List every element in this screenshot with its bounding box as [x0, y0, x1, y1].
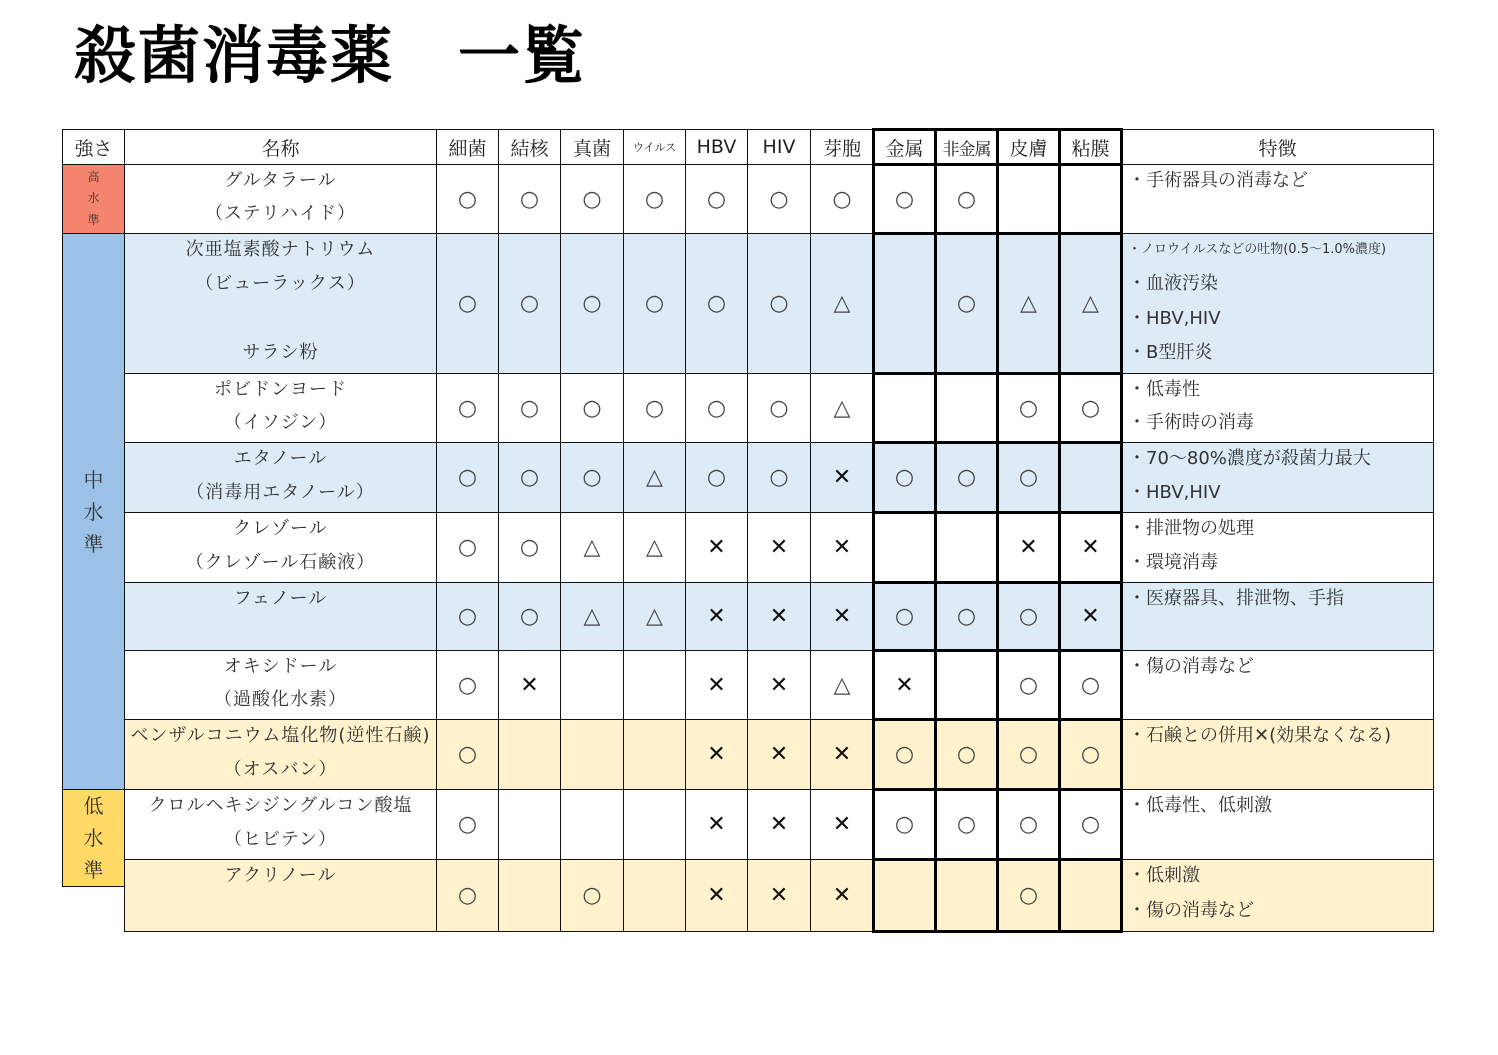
feature-cell: [1121, 650, 1434, 720]
efficacy-mark: ✕: [1059, 582, 1122, 651]
feature-line: ・環境消毒: [1128, 551, 1218, 573]
level-cell: [62, 789, 125, 887]
efficacy-mark: ○: [560, 373, 624, 443]
feature-cell: [1121, 859, 1434, 932]
efficacy-mark: [935, 512, 998, 583]
efficacy-mark: ✕: [810, 789, 874, 860]
efficacy-mark: ✕: [810, 859, 874, 932]
efficacy-mark: ✕: [685, 719, 748, 790]
efficacy-mark: ○: [436, 233, 499, 374]
material-row-divider: [872, 163, 1123, 166]
drug-name-line: オキシドール: [223, 656, 338, 677]
column-header: 芽胞: [810, 129, 874, 165]
efficacy-mark: ○: [685, 373, 748, 443]
feature-line: ・低刺激: [1128, 865, 1200, 886]
efficacy-mark: ○: [935, 442, 998, 513]
efficacy-mark: ○: [436, 582, 499, 651]
efficacy-mark: ○: [560, 442, 624, 513]
efficacy-mark: [873, 859, 936, 932]
efficacy-mark: ○: [997, 442, 1060, 513]
efficacy-mark: ✕: [747, 650, 811, 720]
efficacy-mark: △: [810, 650, 874, 720]
drug-name-line: サラシ粉: [242, 341, 319, 363]
material-row-divider: [872, 858, 1123, 861]
efficacy-mark: ○: [498, 164, 561, 234]
efficacy-mark: ○: [1059, 789, 1122, 860]
drug-name-line: クロルヘキシジングルコン酸塩: [148, 795, 413, 816]
material-row-divider: [872, 649, 1123, 652]
feature-cell: [1121, 442, 1434, 513]
material-row-divider: [872, 232, 1123, 235]
efficacy-mark: ✕: [873, 650, 936, 720]
drug-name-line: （クレゾール石鹸液）: [185, 551, 376, 573]
efficacy-mark: △: [560, 512, 624, 583]
efficacy-mark: ✕: [810, 582, 874, 651]
column-header: 結核: [498, 129, 561, 165]
efficacy-mark: ○: [1059, 719, 1122, 790]
efficacy-mark: [997, 164, 1060, 234]
efficacy-mark: ○: [623, 164, 686, 234]
feature-line: ・手術時の消毒: [1128, 412, 1254, 433]
drug-name-cell: [124, 233, 437, 374]
efficacy-mark: ○: [873, 719, 936, 790]
drug-name-line: （オスバン）: [223, 758, 338, 780]
efficacy-mark: ○: [747, 233, 811, 374]
efficacy-mark: ○: [935, 789, 998, 860]
feature-cell: [1121, 373, 1434, 443]
drug-name-line: フェノール: [233, 588, 328, 609]
efficacy-mark: ✕: [747, 719, 811, 790]
column-header: 名称: [124, 129, 437, 165]
efficacy-mark: [623, 859, 686, 932]
feature-cell: [1121, 789, 1434, 860]
efficacy-mark: [935, 373, 998, 443]
efficacy-mark: △: [560, 582, 624, 651]
feature-line: ・手術器具の消毒など: [1128, 170, 1308, 191]
feature-line: ・傷の消毒など: [1128, 656, 1254, 677]
efficacy-mark: ○: [436, 512, 499, 583]
drug-name-line: グルタラール: [224, 170, 337, 191]
drug-name-cell: [124, 512, 437, 583]
efficacy-mark: ✕: [685, 650, 748, 720]
efficacy-mark: ○: [436, 789, 499, 860]
efficacy-mark: ○: [747, 442, 811, 513]
feature-cell: [1121, 233, 1434, 374]
efficacy-mark: [560, 789, 624, 860]
drug-name-line: エタノール: [233, 448, 328, 469]
efficacy-mark: ○: [935, 582, 998, 651]
drug-name-line: （イソジン）: [223, 412, 338, 433]
efficacy-mark: [623, 789, 686, 860]
feature-line: ・傷の消毒など: [1128, 899, 1254, 921]
drug-name-line: （消毒用エタノール）: [186, 481, 375, 503]
efficacy-mark: ○: [997, 373, 1060, 443]
efficacy-mark: ✕: [685, 859, 748, 932]
column-header: 非金属: [935, 129, 998, 165]
efficacy-mark: ○: [935, 719, 998, 790]
column-header: HBV: [685, 129, 748, 165]
column-header: 粘膜: [1059, 129, 1122, 165]
efficacy-mark: ○: [873, 442, 936, 513]
efficacy-mark: ○: [498, 233, 561, 374]
efficacy-mark: ○: [560, 859, 624, 932]
efficacy-mark: ○: [997, 859, 1060, 932]
level-label: 高 水 準: [87, 169, 100, 227]
efficacy-mark: ○: [436, 164, 499, 234]
efficacy-mark: ✕: [810, 442, 874, 513]
feature-line: ・排泄物の処理: [1128, 518, 1254, 539]
drug-name-cell: [124, 789, 437, 860]
efficacy-mark: △: [810, 233, 874, 374]
column-header: 皮膚: [997, 129, 1060, 165]
efficacy-mark: ○: [436, 650, 499, 720]
disinfectant-table: [62, 129, 1433, 931]
efficacy-mark: ○: [623, 373, 686, 443]
drug-name-cell: [124, 164, 437, 234]
efficacy-mark: ○: [560, 164, 624, 234]
efficacy-mark: ○: [685, 164, 748, 234]
efficacy-mark: [1059, 442, 1122, 513]
drug-name-cell: [124, 373, 437, 443]
drug-name-line: （過酸化水素）: [214, 689, 347, 710]
drug-name-line: アクリノール: [224, 865, 337, 886]
drug-name-line: （ヒビテン）: [223, 828, 338, 850]
efficacy-mark: ✕: [810, 512, 874, 583]
level-label: 中 水 準: [83, 467, 104, 556]
feature-line: ・ノロウイルスなどの吐物(0.5～1.0%濃度): [1128, 242, 1387, 257]
efficacy-mark: ✕: [685, 582, 748, 651]
efficacy-mark: ○: [436, 373, 499, 443]
drug-name-line: クレゾール: [233, 518, 328, 539]
efficacy-mark: ○: [436, 442, 499, 513]
column-header: ウイルス: [623, 129, 686, 165]
efficacy-mark: ○: [623, 233, 686, 374]
feature-line: ・医療器具、排泄物、手指: [1128, 588, 1344, 609]
efficacy-mark: [935, 859, 998, 932]
material-row-divider: [872, 372, 1123, 375]
level-label: 低 水 準: [83, 794, 104, 882]
column-header: HIV: [747, 129, 811, 165]
efficacy-mark: [498, 859, 561, 932]
efficacy-mark: ✕: [747, 512, 811, 583]
efficacy-mark: ✕: [997, 512, 1060, 583]
efficacy-mark: △: [623, 512, 686, 583]
efficacy-mark: ○: [997, 650, 1060, 720]
efficacy-mark: [873, 233, 936, 374]
feature-line: ・HBV,HIV: [1128, 481, 1221, 503]
efficacy-mark: ○: [560, 233, 624, 374]
efficacy-mark: ✕: [810, 719, 874, 790]
feature-line: ・低毒性: [1128, 379, 1200, 400]
efficacy-mark: [498, 719, 561, 790]
page-title: 殺菌消毒薬 一覧: [74, 19, 587, 92]
efficacy-mark: [873, 373, 936, 443]
efficacy-mark: ○: [935, 164, 998, 234]
drug-name-line: （ステリハイド）: [204, 203, 357, 224]
efficacy-mark: △: [997, 233, 1060, 374]
efficacy-mark: [560, 650, 624, 720]
feature-line: ・HBV,HIV: [1128, 307, 1221, 329]
drug-name-cell: [124, 859, 437, 932]
efficacy-mark: [623, 650, 686, 720]
drug-name-cell: [124, 442, 437, 513]
column-header: 金属: [873, 129, 936, 165]
feature-cell: [1121, 164, 1434, 234]
column-header: 特徴: [1121, 129, 1434, 165]
efficacy-mark: ○: [1059, 373, 1122, 443]
efficacy-mark: ✕: [747, 789, 811, 860]
efficacy-mark: ○: [685, 233, 748, 374]
feature-cell: [1121, 512, 1434, 583]
efficacy-mark: ○: [997, 789, 1060, 860]
efficacy-mark: [935, 650, 998, 720]
efficacy-mark: [560, 719, 624, 790]
efficacy-mark: ○: [747, 164, 811, 234]
efficacy-mark: ○: [436, 859, 499, 932]
level-cell: [62, 164, 125, 234]
feature-cell: [1121, 719, 1434, 790]
efficacy-mark: ✕: [747, 582, 811, 651]
drug-name-line: ポビドンヨード: [214, 379, 347, 400]
efficacy-mark: ✕: [747, 859, 811, 932]
feature-line: ・B型肝炎: [1128, 341, 1213, 363]
efficacy-mark: [498, 789, 561, 860]
efficacy-mark: ○: [997, 582, 1060, 651]
efficacy-mark: ○: [498, 582, 561, 651]
efficacy-mark: ○: [498, 512, 561, 583]
feature-line: ・石鹸との併用✕(効果なくなる): [1128, 725, 1392, 746]
feature-cell: [1121, 582, 1434, 651]
efficacy-mark: △: [623, 442, 686, 513]
feature-line: ・70～80%濃度が殺菌力最大: [1128, 448, 1371, 469]
efficacy-mark: ✕: [685, 789, 748, 860]
material-row-divider: [872, 788, 1123, 791]
efficacy-mark: ✕: [685, 512, 748, 583]
efficacy-mark: ○: [498, 442, 561, 513]
efficacy-mark: ○: [436, 719, 499, 790]
efficacy-mark: ○: [997, 719, 1060, 790]
efficacy-mark: ○: [873, 582, 936, 651]
efficacy-mark: ○: [685, 442, 748, 513]
material-row-divider: [872, 511, 1123, 514]
drug-name-cell: [124, 650, 437, 720]
efficacy-mark: ○: [935, 233, 998, 374]
efficacy-mark: ✕: [1059, 512, 1122, 583]
efficacy-mark: ✕: [498, 650, 561, 720]
feature-line: ・血液汚染: [1128, 273, 1218, 295]
efficacy-mark: ○: [873, 164, 936, 234]
column-header: 強さ: [62, 129, 125, 165]
drug-name-line: （ビューラックス）: [195, 273, 366, 295]
column-header: 細菌: [436, 129, 499, 165]
efficacy-mark: ○: [498, 373, 561, 443]
efficacy-mark: △: [810, 373, 874, 443]
level-cell: [62, 233, 125, 790]
efficacy-mark: ○: [873, 789, 936, 860]
feature-line: ・低毒性、低刺激: [1128, 795, 1272, 816]
drug-name-line: 次亜塩素酸ナトリウム: [185, 239, 376, 260]
efficacy-mark: [1059, 164, 1122, 234]
drug-name-cell: [124, 582, 437, 651]
material-row-divider: [872, 441, 1123, 444]
drug-name-line: ベンザルコニウム塩化物(逆性石鹸): [130, 725, 431, 746]
efficacy-mark: [623, 719, 686, 790]
material-row-divider: [872, 718, 1123, 721]
material-row-divider: [872, 581, 1123, 584]
column-header: 真菌: [560, 129, 624, 165]
efficacy-mark: ○: [747, 373, 811, 443]
efficacy-mark: [1059, 859, 1122, 932]
efficacy-mark: △: [623, 582, 686, 651]
efficacy-mark: ○: [810, 164, 874, 234]
efficacy-mark: △: [1059, 233, 1122, 374]
drug-name-cell: [124, 719, 437, 790]
efficacy-mark: [873, 512, 936, 583]
efficacy-mark: ○: [1059, 650, 1122, 720]
